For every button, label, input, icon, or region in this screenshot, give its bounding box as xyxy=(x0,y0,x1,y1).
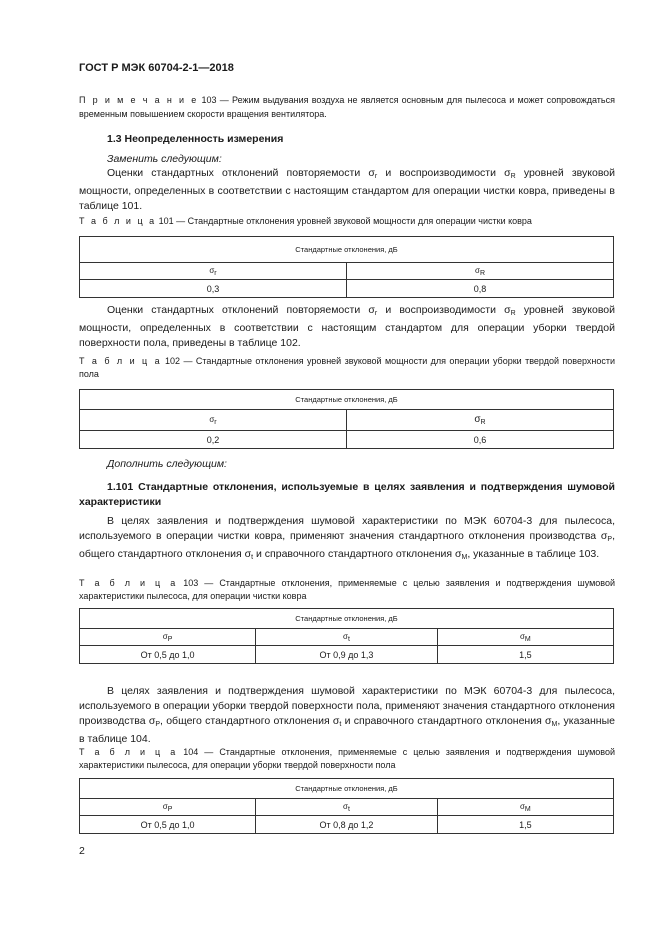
table-101-col-sigma-R xyxy=(347,263,614,280)
table-101-header: Стандартные отклонения, дБ xyxy=(80,237,614,263)
p1-sub-r: r xyxy=(374,173,378,180)
p4-sub-P: P xyxy=(155,721,161,728)
table-104-col2-sub: t xyxy=(347,805,350,813)
table-101-label: Т а б л и ц а xyxy=(79,216,157,226)
table-103-col-sigma-t xyxy=(256,629,438,646)
table-101-col1-sub: r xyxy=(214,269,217,277)
table-102-label: Т а б л и ц а xyxy=(79,356,162,366)
table-102-col1-symbol: σ xyxy=(209,414,215,424)
table-103-col2-symbol: σ xyxy=(343,631,348,641)
note-label: П р и м е ч а н и е xyxy=(79,95,199,105)
p4-sub-t: t xyxy=(339,721,342,728)
table-103 xyxy=(79,608,614,664)
p4-text-a: В целях заявления и подтверждения шумовой характеристики по МЭК 60704-3 для пылесоса, используемого в операции уборки твердой поверхности пола, применяют значения стандартного отклонения производства σ xyxy=(79,685,615,727)
p2-sub-r: r xyxy=(374,310,378,317)
table-104-caption xyxy=(79,746,615,772)
replace-instruction: Заменить следующим: xyxy=(107,153,222,165)
table-104-value-sigma-P: От 0,5 до 1,0 xyxy=(80,816,256,834)
table-101-col2-symbol: σ xyxy=(475,265,480,275)
p1-text-a: Оценки стандартных отклонений повторяемости σ xyxy=(107,167,375,179)
table-104-col-sigma-M xyxy=(437,799,613,816)
table-104-col1-sub: P xyxy=(167,805,173,813)
table-103-col3-sub: M xyxy=(524,635,531,643)
table-103-col1-sub: P xyxy=(167,635,173,643)
p4-text-b: , общего стандартного отклонения σ xyxy=(160,715,340,727)
table-102-col-sigma-R xyxy=(347,410,614,431)
document-header: ГОСТ Р МЭК 60704-2-1—2018 xyxy=(79,62,234,74)
note-text: 103 — Режим выдувания воздуха не является основным для пылесоса и может сопровождаться временным повышением скорости вращения вентилятора. xyxy=(79,95,615,119)
p3-text-b: , общего стандартного отклонения σ xyxy=(79,530,615,560)
table-103-value-sigma-M: 1,5 xyxy=(437,646,613,664)
table-104-col2-symbol: σ xyxy=(343,801,348,811)
page-number: 2 xyxy=(79,845,85,857)
add-instruction: Дополнить следующим: xyxy=(107,458,227,470)
table-103-col-sigma-M xyxy=(437,629,613,646)
table-102-col2-symbol: σ xyxy=(474,414,481,425)
p2-text-c: уровней звуковой мощности, определенных в соответствии с настоящим стандартом для операции уборки твердой поверхности пола, приведены в таблице 102. xyxy=(79,304,615,349)
table-102-caption-text: 102 — Стандартные отклонения уровней звуковой мощности для операции уборки твердой поверхности пола xyxy=(79,356,616,379)
table-104-value-sigma-t: От 0,8 до 1,2 xyxy=(256,816,438,834)
note-103 xyxy=(79,93,615,121)
p2-text-b: и воспроизводимости σ xyxy=(377,304,511,316)
table-103-col2-sub: t xyxy=(347,635,350,643)
p1-sub-R: R xyxy=(510,173,516,180)
table-103-value-sigma-P: От 0,5 до 1,0 xyxy=(80,646,256,664)
table-103-col1-symbol: σ xyxy=(162,631,168,641)
table-103-col3-symbol: σ xyxy=(519,631,525,641)
table-103-header: Стандартные отклонения, дБ xyxy=(80,609,614,629)
p1-text-c: уровней звуковой мощности, определенных в соответствии с настоящим стандартом для операции чистки ковра, приведены в таблице 101. xyxy=(79,167,615,212)
table-104 xyxy=(79,778,614,834)
table-101-value-sigma-r: 0,3 xyxy=(80,280,347,298)
p3-text-d: , указанные в таблице 103. xyxy=(467,548,600,560)
p2-sub-R: R xyxy=(510,310,516,317)
p3-sub-M: M xyxy=(461,554,468,561)
p4-text-d: , указанные в таблице 104. xyxy=(79,715,615,745)
p3-text-a: В целях заявления и подтверждения шумовой характеристики по МЭК 60704-3 для пылесоса, используемого в операции чистки ковра, применяют значения стандартного отклонения производства σ xyxy=(79,515,615,542)
table-101-caption xyxy=(79,215,615,228)
table-101-col1-symbol: σ xyxy=(209,265,215,275)
section-heading-1-101: 1.101 Стандартные отклонения, используемые в целях заявления и подтверждения шумовой характеристики xyxy=(79,481,615,508)
table-101-col2-sub: R xyxy=(479,269,485,277)
table-102-col-sigma-r xyxy=(80,410,347,431)
table-104-col3-symbol: σ xyxy=(519,801,525,811)
p3-sub-P: P xyxy=(607,536,613,543)
table-104-header: Стандартные отклонения, дБ xyxy=(80,779,614,799)
table-103-value-sigma-t: От 0,9 до 1,3 xyxy=(256,646,438,664)
table-102-value-sigma-R: 0,6 xyxy=(347,431,614,449)
table-102-value-sigma-r: 0,2 xyxy=(80,431,347,449)
table-103-caption-text: 103 — Стандартные отклонения, применяемые с целью заявления и подтверждения шумовой характеристики пылесоса, для операции чистки ковра xyxy=(79,578,615,601)
table-104-caption-text: 104 — Стандартные отклонения, применяемые с целью заявления и подтверждения шумовой характеристики пылесоса, для операции уборки твердой поверхности пола xyxy=(79,747,615,770)
section-heading-1-3: 1.3 Неопределенность измерения xyxy=(107,133,284,145)
p2-text-a: Оценки стандартных отклонений повторяемости σ xyxy=(107,304,375,316)
p4-text-c: и справочного стандартного отклонения σ xyxy=(341,715,552,727)
paragraph-hard-floor-deviations xyxy=(79,303,615,351)
p4-sub-M: M xyxy=(551,721,558,728)
table-101-caption-text: 101 — Стандартные отклонения уровней звуковой мощности для операции чистки ковра xyxy=(156,216,532,226)
table-103-col-sigma-P xyxy=(80,629,256,646)
table-104-label: Т а б л и ц а xyxy=(79,747,178,757)
table-104-col-sigma-t xyxy=(256,799,438,816)
table-102-col2-sub: R xyxy=(480,419,486,426)
table-103-caption xyxy=(79,577,615,603)
p3-sub-t: t xyxy=(251,554,254,561)
table-104-value-sigma-M: 1,5 xyxy=(437,816,613,834)
table-102-caption xyxy=(79,355,615,381)
table-101-col-sigma-r xyxy=(80,263,347,280)
table-104-col1-symbol: σ xyxy=(162,801,168,811)
paragraph-carpet-declaration xyxy=(79,514,615,565)
table-104-col-sigma-P xyxy=(80,799,256,816)
table-101 xyxy=(79,236,614,298)
paragraph-hard-floor-declaration xyxy=(79,684,615,747)
table-103-label: Т а б л и ц а xyxy=(79,578,178,588)
table-104-col3-sub: M xyxy=(524,805,531,813)
table-102 xyxy=(79,389,614,449)
p3-text-c: и справочного стандартного отклонения σ xyxy=(253,548,462,560)
table-101-value-sigma-R: 0,8 xyxy=(347,280,614,298)
paragraph-carpet-deviations xyxy=(79,166,615,214)
table-102-header: Стандартные отклонения, дБ xyxy=(80,390,614,410)
p1-text-b: и воспроизводимости σ xyxy=(377,167,511,179)
table-102-col1-sub: r xyxy=(214,418,217,426)
